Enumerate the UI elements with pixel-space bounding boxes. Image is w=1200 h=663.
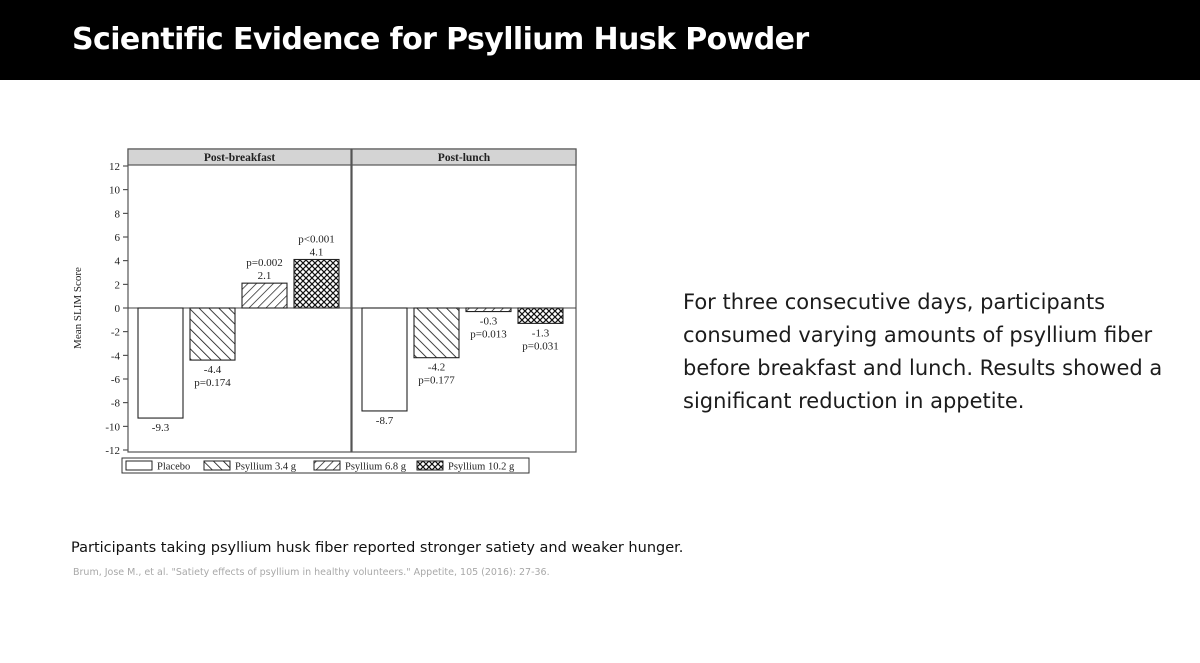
- y-tick-label: 6: [114, 232, 120, 244]
- figure-caption: Participants taking psyllium husk fiber reported stronger satiety and weaker hunger.: [71, 540, 684, 556]
- bar-value-label: -0.3: [479, 315, 498, 328]
- bar: [190, 308, 235, 360]
- legend-swatch: [204, 461, 230, 470]
- bar-value-label: -9.3: [151, 422, 170, 435]
- panel-title: Post-breakfast: [203, 152, 276, 164]
- y-tick-label: 12: [109, 161, 120, 173]
- y-tick-label: -10: [105, 421, 120, 434]
- bar-value-label: 2.1: [257, 270, 272, 283]
- slim-score-chart: [60, 140, 590, 485]
- bar-value-label: -4.4: [203, 364, 222, 377]
- panel-title: Post-lunch: [437, 152, 491, 164]
- bar-value-label: -8.7: [375, 414, 394, 427]
- y-tick-label: 0: [114, 303, 120, 315]
- bar: [518, 308, 563, 323]
- bar-value-label: -4.2: [427, 361, 446, 374]
- y-tick-label: 4: [114, 255, 120, 268]
- bar-p-value: p=0.002: [246, 257, 283, 270]
- description-text: For three consecutive days, participants consumed varying amounts of psyllium fiber before breakfast and lunch. Results showed a significant reduction in appetite.: [683, 290, 1163, 413]
- bar-p-value: p<0.001: [298, 233, 335, 246]
- y-tick-label: 2: [114, 279, 120, 292]
- bar-p-value: p=0.031: [522, 340, 559, 353]
- legend-entry-label: Psyllium 6.8 g: [345, 461, 406, 473]
- y-tick-label: 8: [114, 208, 120, 221]
- bar-p-value: p=0.013: [470, 328, 507, 341]
- legend-entry-label: Psyllium 3.4 g: [235, 461, 296, 473]
- y-tick-label: -2: [110, 326, 120, 339]
- header-bar: [0, 0, 1200, 80]
- bar: [294, 259, 339, 308]
- bar: [138, 308, 183, 418]
- y-tick-label: -12: [105, 445, 120, 457]
- legend-swatch: [126, 461, 152, 470]
- bar-p-value: p=0.177: [418, 374, 455, 387]
- bar: [242, 283, 287, 308]
- legend-swatch: [417, 461, 443, 470]
- y-tick-label: -4: [110, 350, 120, 363]
- page-title: Scientific Evidence for Psyllium Husk Powder: [72, 22, 809, 57]
- bar: [466, 308, 511, 312]
- y-axis-label: Mean SLIM Score: [72, 267, 84, 349]
- citation-text: Brum, Jose M., et al. "Satiety effects of psyllium in healthy volunteers." Appetite, 105 (2016): 27-36.: [73, 567, 550, 578]
- bar-value-label: 4.1: [309, 246, 324, 259]
- bar: [414, 308, 459, 358]
- bar: [362, 308, 407, 411]
- bar-p-value: p=0.174: [194, 377, 231, 390]
- bar-value-label: -1.3: [531, 327, 550, 340]
- y-tick-label: -8: [110, 397, 120, 410]
- legend-entry-label: Psyllium 10.2 g: [448, 461, 515, 473]
- legend-entry-label: Placebo: [157, 461, 191, 473]
- y-tick-label: 10: [109, 184, 120, 197]
- legend-swatch: [314, 461, 340, 470]
- y-tick-label: -6: [110, 374, 120, 386]
